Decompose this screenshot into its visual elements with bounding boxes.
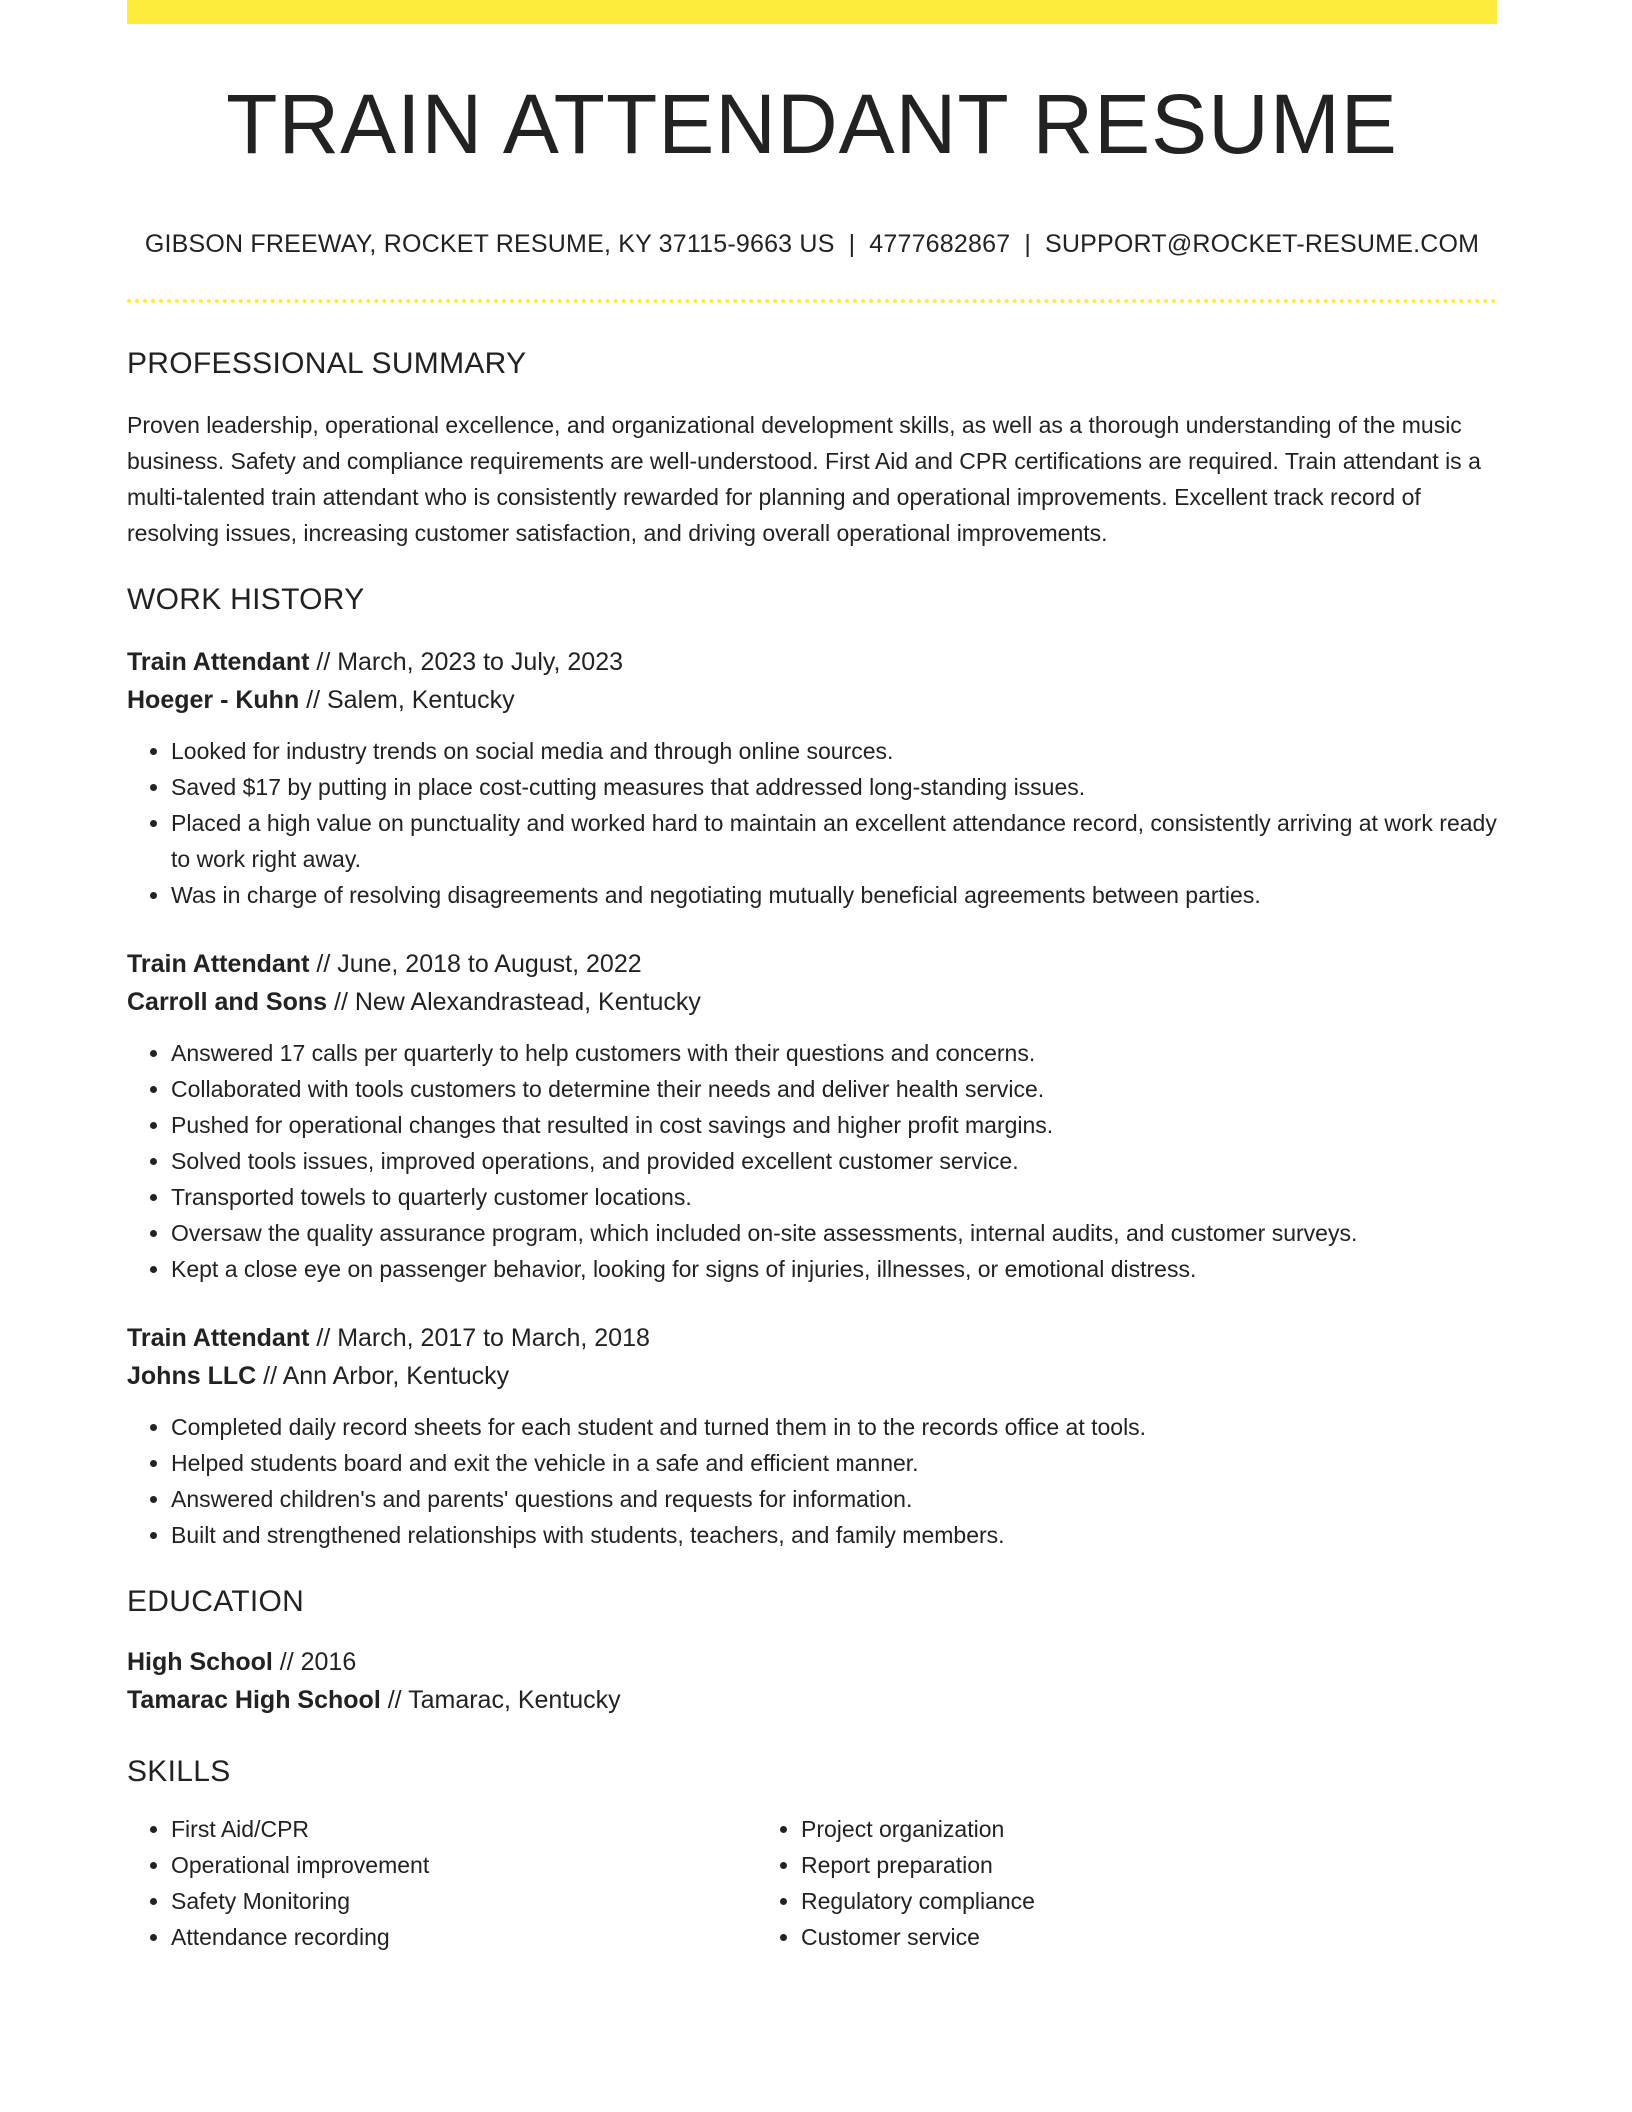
list-item: • Looked for industry trends on social media and through online sources. [171, 733, 1497, 769]
list-item: • Helped students board and exit the vehicle in a safe and efficient manner. [171, 1445, 1497, 1481]
education-location: // Tamarac, Kentucky [380, 1686, 621, 1714]
job-bullets [127, 733, 1497, 913]
job-company: Johns LLC [127, 1362, 257, 1390]
skill-item: • Attendance recording [171, 1919, 757, 1955]
list-item: • Solved tools issues, improved operations, and provided excellent customer service. [171, 1143, 1497, 1179]
list-item: • Completed daily record sheets for each student and turned them in to the records office at tools. [171, 1409, 1497, 1445]
skills-list-right [757, 1811, 1417, 1955]
job-entry [127, 945, 1497, 1287]
skill-item: • Operational improvement [171, 1847, 757, 1883]
job-title-line [127, 643, 1497, 681]
list-item: • Saved $17 by putting in place cost-cutting measures that addressed long-standing issues. [171, 769, 1497, 805]
list-item: • Collaborated with tools customers to determine their needs and deliver health service. [171, 1071, 1497, 1107]
skill-item: • Customer service [801, 1919, 1417, 1955]
job-location: // New Alexandrastead, Kentucky [327, 988, 701, 1016]
education-school-line [127, 1681, 1497, 1719]
list-item: • Built and strengthened relationships with students, teachers, and family members. [171, 1517, 1497, 1553]
education-entry [127, 1643, 1497, 1719]
accent-bar [127, 0, 1497, 24]
resume-title: TRAIN ATTENDANT RESUME [226, 77, 1398, 171]
job-company: Carroll and Sons [127, 988, 328, 1016]
job-title: Train Attendant [127, 950, 310, 978]
skills-left-column [127, 1811, 757, 1955]
list-item: • Answered 17 calls per quarterly to help customers with their questions and concerns. [171, 1035, 1497, 1071]
contact-line [127, 232, 1497, 257]
contact-phone: 4777682867 [869, 230, 1011, 258]
education-degree-line [127, 1643, 1497, 1681]
skills-heading: SKILLS [127, 1755, 231, 1788]
education-heading: EDUCATION [127, 1585, 305, 1618]
job-dates: // March, 2023 to July, 2023 [309, 648, 624, 676]
skills-right-column [757, 1811, 1417, 1955]
dotted-divider [127, 299, 1497, 303]
job-company-line [127, 983, 1497, 1021]
job-entry [127, 643, 1497, 913]
education-degree: High School [127, 1648, 273, 1676]
list-item: • Placed a high value on punctuality and worked hard to maintain an excellent attendance record, consistently arriving at work ready to work right away. [171, 805, 1497, 877]
list-item: • Kept a close eye on passenger behavior, looking for signs of injuries, illnesses, or emotional distress. [171, 1251, 1497, 1287]
skill-item: • Report preparation [801, 1847, 1417, 1883]
job-title-line [127, 1319, 1497, 1357]
work-history-heading: WORK HISTORY [127, 583, 365, 616]
contact-address: GIBSON FREEWAY, ROCKET RESUME, KY 37115-9663 US [144, 230, 835, 258]
contact-separator: | [1024, 230, 1032, 258]
job-bullets [127, 1409, 1497, 1553]
skill-item: • Regulatory compliance [801, 1883, 1417, 1919]
list-item: • Transported towels to quarterly customer locations. [171, 1179, 1497, 1215]
job-company: Hoeger - Kuhn [127, 686, 300, 714]
job-dates: // March, 2017 to March, 2018 [309, 1324, 650, 1352]
skill-item: • Safety Monitoring [171, 1883, 757, 1919]
job-company-line [127, 681, 1497, 719]
job-dates: // June, 2018 to August, 2022 [309, 950, 642, 978]
job-title: Train Attendant [127, 1324, 310, 1352]
list-item: • Oversaw the quality assurance program, which included on-site assessments, internal audits, and customer surveys. [171, 1215, 1497, 1251]
summary-text: Proven leadership, operational excellence, and organizational development skills, as well as a thorough understanding of the music business. Safety and compliance requirements are well-understood. First Aid and CPR certifications are required. Train attendant is a multi-talented train attendant who is consistently rewarded for planning and operational improvements. Excellent track record of resolving issues, increasing customer satisfaction, and driving overall operational improvements. [127, 412, 1481, 546]
education-school: Tamarac High School [127, 1686, 381, 1714]
job-bullets [127, 1035, 1497, 1287]
skills-list-left [127, 1811, 757, 1955]
job-title: Train Attendant [127, 648, 310, 676]
skill-item: • Project organization [801, 1811, 1417, 1847]
job-location: // Ann Arbor, Kentucky [256, 1362, 510, 1390]
skills-columns [127, 1811, 1497, 1955]
contact-separator: | [848, 230, 856, 258]
list-item: • Answered children's and parents' questions and requests for information. [171, 1481, 1497, 1517]
job-title-line [127, 945, 1497, 983]
skill-item: • First Aid/CPR [171, 1811, 757, 1847]
contact-email: SUPPORT@ROCKET-RESUME.COM [1045, 230, 1480, 258]
list-item: • Was in charge of resolving disagreements and negotiating mutually beneficial agreements between parties. [171, 877, 1497, 913]
job-location: // Salem, Kentucky [299, 686, 515, 714]
summary-heading: PROFESSIONAL SUMMARY [127, 347, 527, 380]
education-year: // 2016 [272, 1648, 357, 1676]
job-company-line [127, 1357, 1497, 1395]
job-entry [127, 1319, 1497, 1553]
list-item: • Pushed for operational changes that resulted in cost savings and higher profit margins. [171, 1107, 1497, 1143]
resume-page [127, 0, 1497, 1955]
